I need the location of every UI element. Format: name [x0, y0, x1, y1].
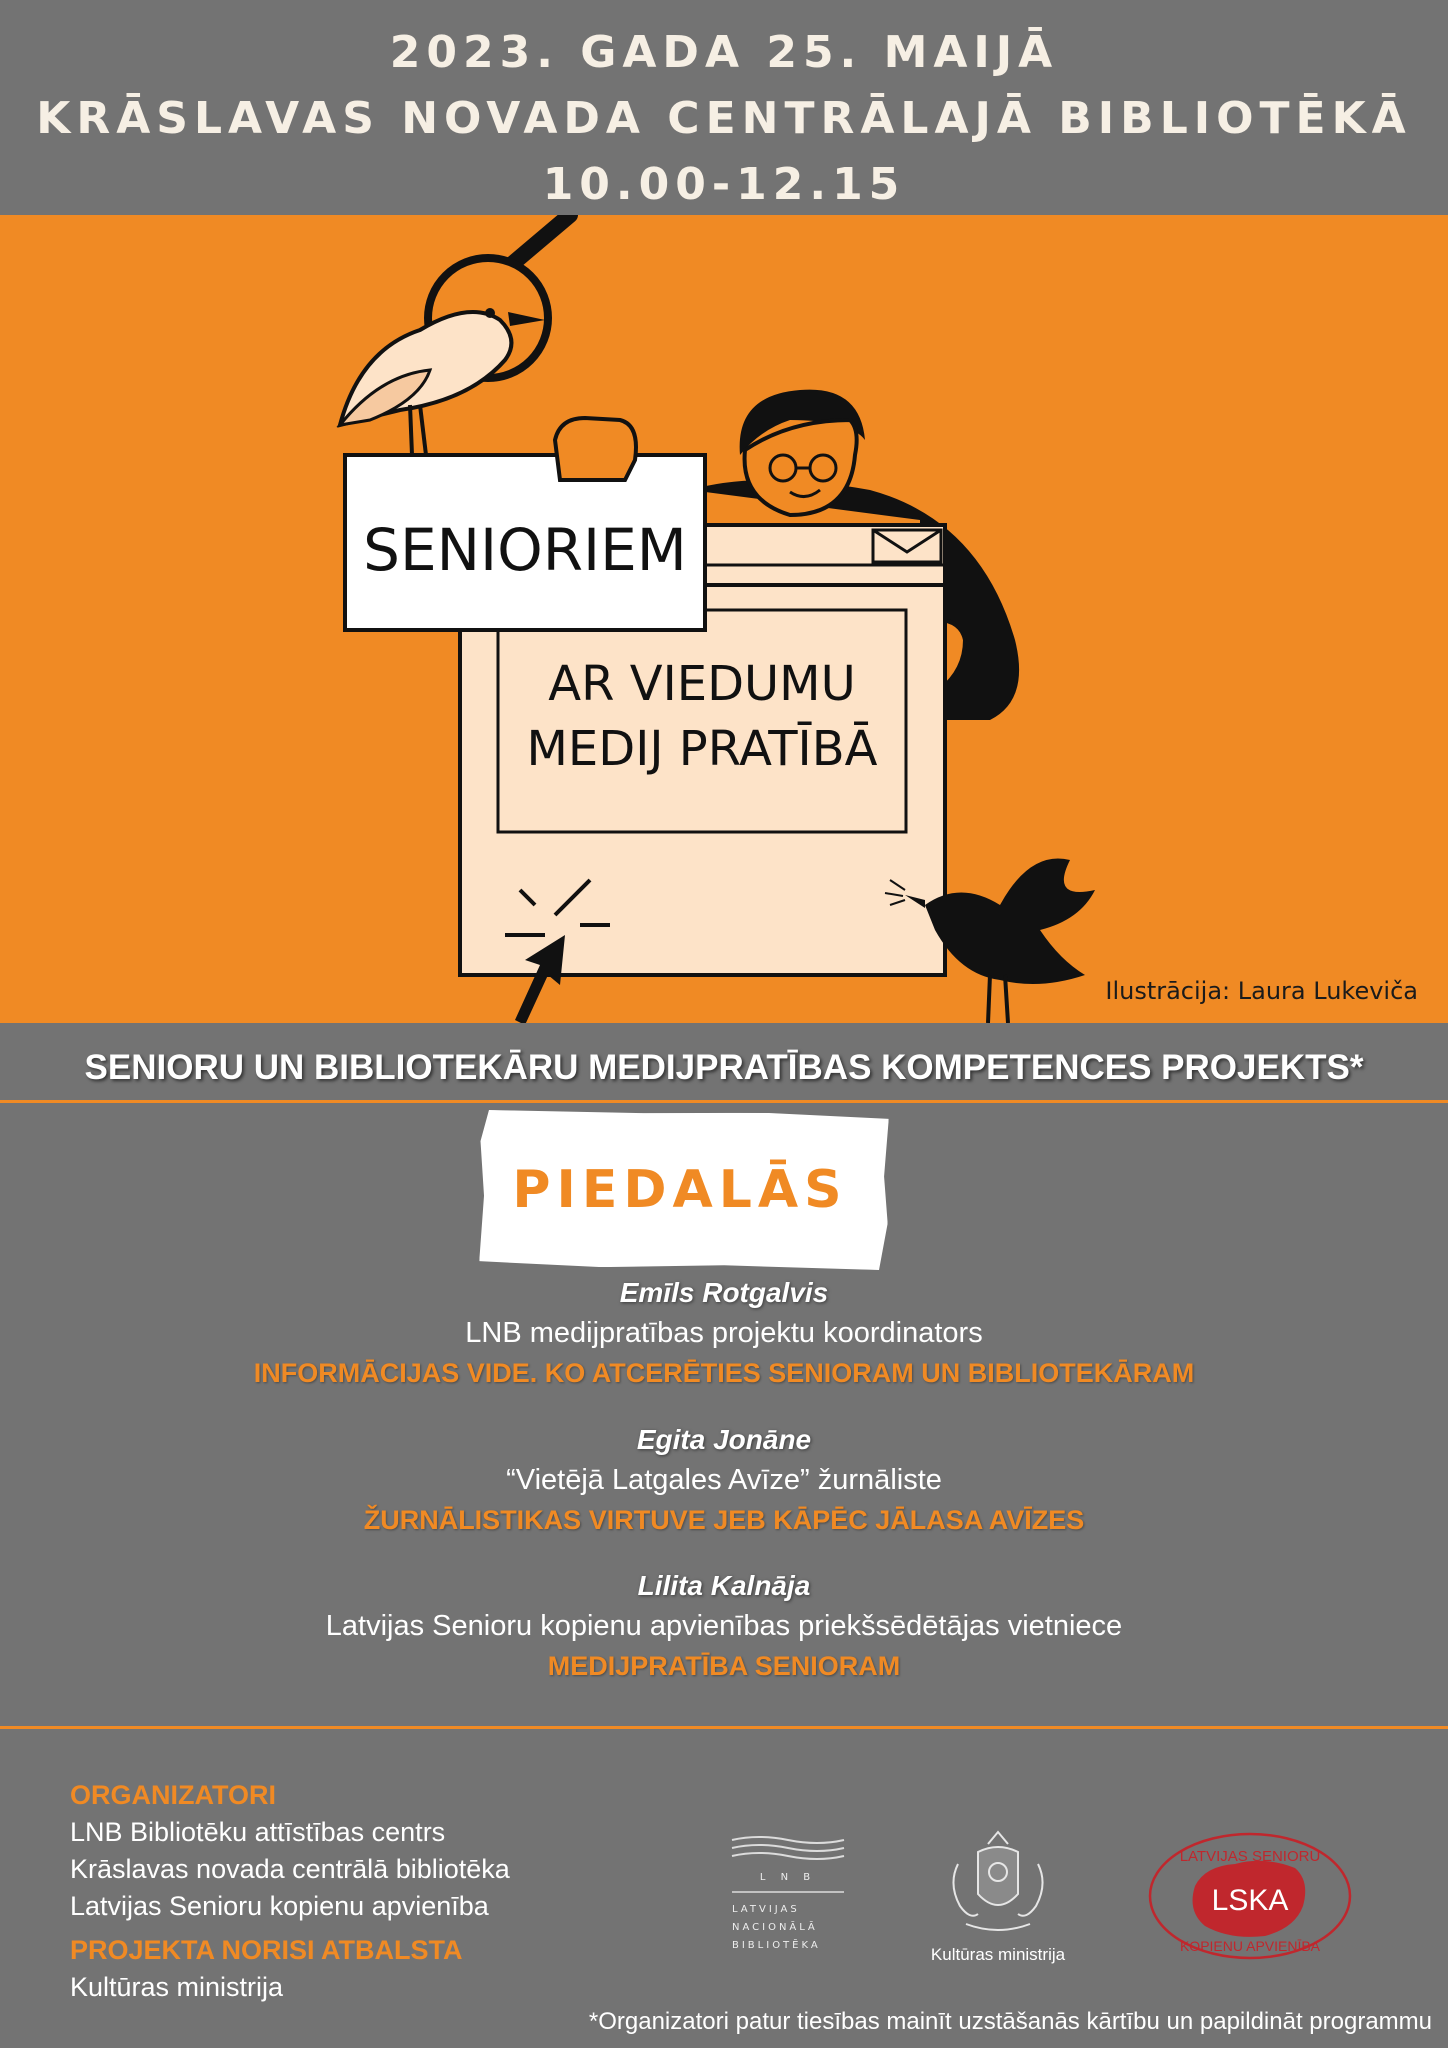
lska-top-arc: LATVIJAS SENIORU — [1179, 1848, 1321, 1865]
illustration-credit: Ilustrācija: Laura Lukeviča — [1105, 977, 1418, 1005]
support-heading: PROJEKTA NORISI ATBALSTA — [70, 1935, 463, 1965]
lska-initials: LSKA — [1211, 1884, 1289, 1917]
lska-logo — [1145, 1826, 1355, 1966]
lnb-line2: NACIONĀLĀ — [732, 1922, 818, 1933]
speaker-topic: INFORMĀCIJAS VIDE. KO ATCERĒTIES SENIORAM UN BIBLIOTEKĀRAM — [253, 1358, 1195, 1388]
event-venue: KRĀSLAVAS NOVADA CENTRĀLAJĀ BIBLIOTĒKĀ — [36, 93, 1412, 144]
organizers-block — [70, 1776, 690, 2006]
speaker-name: Egita Jonāne — [636, 1424, 812, 1455]
speaker-name: Lilita Kalnāja — [637, 1570, 811, 1601]
hero-illustration — [0, 215, 1448, 1023]
project-title: SENIORU UN BIBLIOTEKĀRU MEDIJPRATĪBAS KOMPETENCES PROJEKTS* — [84, 1048, 1364, 1087]
disclaimer: *Organizatori patur tiesības mainīt uzstāšanās kārtību un papildināt programmu — [588, 2008, 1432, 2035]
hand-icon — [555, 418, 636, 480]
sign-text: SENIORIEM — [363, 516, 687, 584]
speaker-role: Latvijas Senioru kopienu apvienības priekšsēdētājas vietniece — [325, 1610, 1123, 1642]
envelope-icon — [873, 530, 941, 562]
organizer-item: LNB Bibliotēku attīstības centrs — [70, 1817, 446, 1847]
speaker-name: Emīls Rotgalvis — [619, 1277, 829, 1308]
speaker-topic: ŽURNĀLISTIKAS VIRTUVE JEB KĀPĒC JĀLASA AVĪZES — [363, 1505, 1085, 1535]
speaker-2 — [0, 1420, 1448, 1540]
lnb-letters: L N B — [759, 1872, 817, 1883]
lnb-line3: BIBLIOTĒKA — [732, 1940, 821, 1951]
coat-of-arms-icon — [953, 1832, 1042, 1930]
lska-bottom-arc: KOPIENU APVIENĪBA — [1179, 1938, 1321, 1954]
speaker-role: LNB medijpratības projektu koordinators — [465, 1317, 983, 1349]
header — [0, 0, 1448, 215]
speaker-1 — [0, 1273, 1448, 1393]
sign-board — [345, 418, 705, 630]
organizer-item: Latvijas Senioru kopienu apvienība — [70, 1891, 489, 1921]
support-item: Kultūras ministrija — [70, 1972, 284, 2002]
lnb-logo — [728, 1832, 848, 1972]
screen-text-line2: MEDIJ PRATĪBĀ — [526, 721, 878, 777]
divider-top — [0, 1100, 1448, 1103]
speaker-topic: MEDIJPRATĪBA SENIORAM — [547, 1651, 901, 1681]
illustration-svg — [0, 215, 1448, 1023]
event-date: 2023. GADA 25. MAIJĀ — [389, 27, 1059, 78]
lnb-line1: LATVIJAS — [732, 1904, 800, 1915]
event-time: 10.00-12.15 — [542, 159, 906, 210]
speaker-3 — [0, 1566, 1448, 1686]
organizers-heading: ORGANIZATORI — [70, 1780, 276, 1810]
divider-bottom — [0, 1726, 1448, 1729]
kulturas-ministrija-logo — [918, 1824, 1078, 1974]
km-caption: Kultūras ministrija — [930, 1945, 1066, 1964]
organizer-item: Krāslavas novada centrālā bibliotēka — [70, 1854, 510, 1884]
speaker-role: “Vietējā Latgales Avīze” žurnāliste — [506, 1464, 942, 1496]
screen-text-line1: AR VIEDUMU — [548, 656, 856, 712]
participants-label: PIEDALĀS — [512, 1160, 848, 1220]
